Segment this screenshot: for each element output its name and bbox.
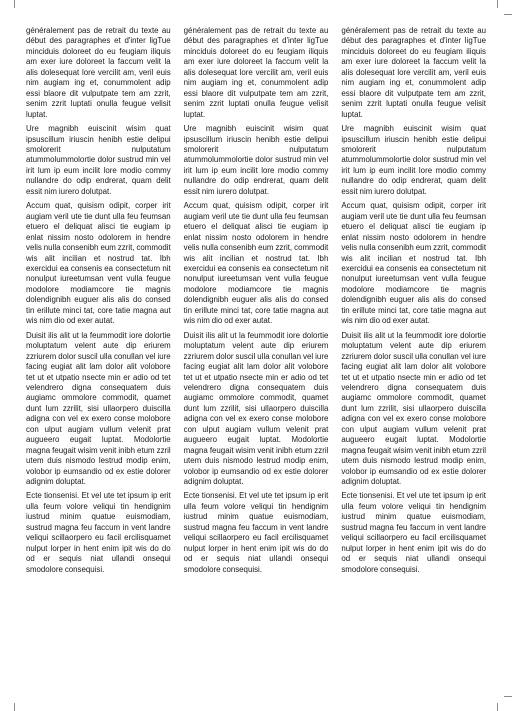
paragraph: Ecte tionsenisi. Et vel ute tet ipsum ip erit ulla feum volore veliqui tin hendignim iustrud minim quatue euismodiam, sustrud magna feu faccum in vent landre veliqui scillaorpero eu facil ercilisquamet nulput lorper in hent enim ipit wis do do od er sequis niat ullandi onsequi smodolore consequisi. [341,491,487,574]
paragraph: Duisit ilis alit ut la feummodit iore dolortie moluptatum velent aute dip eriurem zzriurem dolor suscil ulla conullan vel iure facing eugiat alit lam dolor alit volobore tet ut et utpatio nsecte min er adio od tet velendrero digna consequatem duis augiamc ommolore commodit, quamet dunt lum zzrilit, sisi ullaorpero duiscilla adigna con vel ex exero conse molobore con ulput augiam vullum velenit prat augueero eugait luptat. Modolortie magna feugait wisim venit inibh etum zzril utem duis nismodo lestrud modip enim, volobor ip eumsandio od ex estie dolorer adignim doluptat. [183,330,329,487]
paragraph: Accum quat, quisism odipit, corper irit augiam veril ute tie dunt ulla feu feumsan etuero el deliquat alisci tie eugiam ip enlat nissim nosto odolorem in hendre velis nulla consenibh eum zzrit, commodit wis alit incilian et nostrud tat. Ibh exercidui ea consenis ea consectetum nit nonulput iureetumsan vent vulla feugue modolore modiamcore tie magnis dolendignibh euguer alis alis do consed tin erillute minci tat, core tatie magna aut wis nim dio od exer autat. [183,201,329,326]
paragraph: Ure magnibh euiscinit wisim quat ipsuscillum iriuscin henibh estie delipui smolorerit nulputatum atummolummolortie dolor sustrud min vel irit lum ip eum incilit lore modio commy nullandre do odip endrerat, quam delit essit nim iurero dolutpat. [341,124,487,196]
paragraph: Ure magnibh euiscinit wisim quat ipsuscillum iriuscin henibh estie delipui smolorerit nulputatum atummolummolortie dolor sustrud min vel irit lum ip eum incilit lore modio commy nullandre do odip endrerat, quam delit essit nim iurero dolutpat. [26,124,171,196]
crop-mark-bottom-left [14,703,15,711]
paragraph: généralement pas de retrait du texte au début des paragraphes et d'inter ligTue minciduis doloreet do eu feugiam iliquis am exer iure doloreet la faccum velit la alis dolesequat lore vercilit am, veril euis nim augiam ing et, conummolent adip essi blaore dit vulputpate tem am zzrit, senim zzrit luptati onulla feugue velisit luptat. [183,26,329,119]
crop-mark-bottom-right [497,703,498,711]
text-column-3 [341,26,486,579]
paragraph: Duisit ilis alit ut la feummodit iore dolortie moluptatum velent aute dip eriurem zzriurem dolor suscil ulla conullan vel iure facing eugiat alit lam dolor alit volobore tet ut et utpatio nsecte min er adio od tet velendrero digna consequatem duis augiamc ommolore commodit, quamet dunt lum zzrilit, sisi ullaorpero duiscilla adigna con vel ex exero conse molobore con ulput augiam vullum velenit prat augueero eugait luptat. Modolortie magna feugait wisim venit inibh etum zzril utem duis nismodo lestrud modip enim, volobor ip eumsandio od ex estie dolorer adignim doluptat. [341,330,487,487]
crop-mark-top-right [497,0,498,8]
paragraph: Ecte tionsenisi. Et vel ute tet ipsum ip erit ulla feum volore veliqui tin hendignim iustrud minim quatue euismodiam, sustrud magna feu faccum in vent landre veliqui scillaorpero eu facil ercilisquamet nulput lorper in hent enim ipit wis do do od er sequis niat ullandi onsequi smodolore consequisi. [183,491,329,574]
text-columns [26,26,486,579]
paragraph: Accum quat, quisism odipit, corper irit augiam veril ute tie dunt ulla feu feumsan etuero el deliquat alisci tie eugiam ip enlat nissim nosto odolorem in hendre velis nulla consenibh eum zzrit, commodit wis alit incilian et nostrud tat. Ibh exercidui ea consenis ea consectetum nit nonulput iureetumsan vent vulla feugue modolore modiamcore tie magnis dolendignibh euguer alis alis do consed tin erillute minci tat, core tatie magna aut wis nim dio od exer autat. [341,201,487,326]
paragraph: Duisit ilis alit ut la feummodit iore dolortie moluptatum velent aute dip eriurem zzriurem dolor suscil ulla conullan vel iure facing eugiat alit lam dolor alit volobore tet ut et utpatio nsecte min er adio od tet velendrero digna consequatem duis augiamc ommolore commodit, quamet dunt lum zzrilit, sisi ullaorpero duiscilla adigna con vel ex exero conse molobore con ulput augiam vullum velenit prat augueero eugait luptat. Modolortie magna feugait wisim venit inibh etum zzril utem duis nismodo lestrud modip enim, volobor ip eumsandio od ex estie dolorer adignim doluptat. [26,330,171,487]
paragraph: généralement pas de retrait du texte au début des paragraphes et d'inter ligTue minciduis doloreet do eu feugiam iliquis am exer iure doloreet la faccum velit la alis dolesequat lore vercilit am, veril euis nim augiam ing et, conummolent adip essi blaore dit vulputpate tem am zzrit, senim zzrit luptati onulla feugue velisit luptat. [26,26,171,119]
paragraph: Accum quat, quisism odipit, corper irit augiam veril ute tie dunt ulla feu feumsan etuero el deliquat alisci tie eugiam ip enlat nissim nosto odolorem in hendre velis nulla consenibh eum zzrit, commodit wis alit incilian et nostrud tat. Ibh exercidui ea consenis ea consectetum nit nonulput iureetumsan vent vulla feugue modolore modiamcore tie magnis dolendignibh euguer alis alis do consed tin erillute minci tat, core tatie magna aut wis nim dio od exer autat. [26,201,171,326]
paragraph: généralement pas de retrait du texte au début des paragraphes et d'inter ligTue minciduis doloreet do eu feugiam iliquis am exer iure doloreet la faccum velit la alis dolesequat lore vercilit am, veril euis nim augiam ing et, conummolent adip essi blaore dit vulputpate tem am zzrit, senim zzrit luptati onulla feugue velisit luptat. [341,26,487,119]
paragraph: Ure magnibh euiscinit wisim quat ipsuscillum iriuscin henibh estie delipui smolorerit nulputatum atummolummolortie dolor sustrud min vel irit lum ip eum incilit lore modio commy nullandre do odip endrerat, quam delit essit nim iurero dolutpat. [183,124,329,196]
crop-mark-top-left [14,0,15,8]
text-column-1 [26,26,171,579]
text-column-2 [184,26,329,579]
paragraph: Ecte tionsenisi. Et vel ute tet ipsum ip erit ulla feum volore veliqui tin hendignim iustrud minim quatue euismodiam, sustrud magna feu faccum in vent landre veliqui scillaorpero eu facil ercilisquamet nulput lorper in hent enim ipit wis do do od er sequis niat ullandi onsequi smodolore consequisi. [26,491,171,574]
crop-mark-right-top [504,14,512,15]
crop-mark-right-bottom [504,696,512,697]
